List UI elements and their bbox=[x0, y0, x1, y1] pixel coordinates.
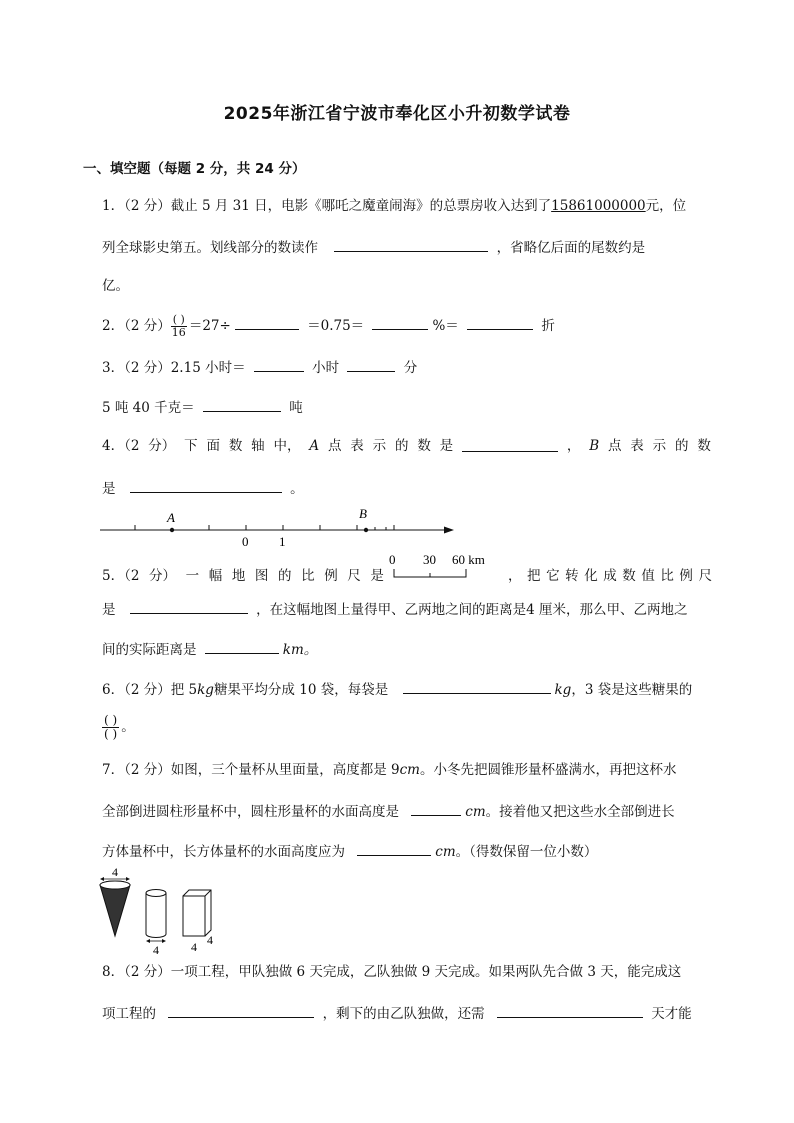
q8-answer-blank-2[interactable] bbox=[497, 1002, 643, 1018]
q7-line3a: 方体量杯中，长方体量杯的水面高度应为 bbox=[102, 844, 345, 860]
page-title: 2025年浙江省宁波市奉化区小升初数学试卷 bbox=[223, 104, 571, 124]
q5-text: 例 bbox=[679, 568, 693, 584]
q4-text: 下 bbox=[184, 438, 198, 454]
section-heading: 一、填空题（每题 2 分，共 24 分） bbox=[83, 161, 306, 177]
q4-text: 表 bbox=[630, 438, 644, 454]
point-a-label: A bbox=[167, 510, 175, 525]
q5-text: 一 bbox=[185, 568, 200, 584]
q2-fraction bbox=[171, 314, 187, 339]
q2-suffix: 折 bbox=[541, 318, 555, 334]
q6-mid: 糖果平均分成 10 袋，每袋是 bbox=[213, 682, 389, 698]
cuboid-cup bbox=[183, 890, 211, 936]
question-6-line-2 bbox=[102, 714, 135, 741]
q1-amount: 15861000000 bbox=[551, 198, 646, 214]
q6-unit-1: kg bbox=[197, 682, 214, 698]
q4-text: 分） bbox=[148, 438, 176, 454]
question-1-line-3: 亿。 bbox=[102, 278, 129, 294]
q4-answer-blank-1[interactable] bbox=[462, 436, 558, 452]
q3-line2b: 吨 bbox=[289, 400, 303, 416]
cone-cup bbox=[100, 877, 130, 936]
q5-text: 例 bbox=[324, 568, 338, 584]
question-8-line-2 bbox=[102, 1002, 692, 1024]
q2-eq3: %＝ bbox=[432, 318, 459, 334]
q6-after: ，3 袋是这些糖果的 bbox=[571, 682, 693, 698]
q3-mid: 小时 bbox=[312, 360, 340, 376]
q4-text: 数 bbox=[228, 438, 243, 454]
q4-text: 示 bbox=[652, 438, 667, 454]
q8-line2b: ，剩下的由乙队独做，还需 bbox=[322, 1006, 485, 1022]
q6-prefix: 6．（2 分）把 5 bbox=[102, 682, 198, 698]
q4-text: 点 bbox=[607, 438, 622, 454]
q5-text: 把 bbox=[527, 568, 541, 584]
q4-line2a: 是 bbox=[102, 481, 116, 497]
q5-line3b: km。 bbox=[282, 642, 318, 658]
q5-line2a: 是 bbox=[102, 602, 116, 618]
q4-point-a: A bbox=[309, 438, 320, 454]
q5-text-right bbox=[508, 566, 712, 586]
q4-text: 4．（2 bbox=[102, 438, 140, 454]
q2-eq2: ＝0.75＝ bbox=[307, 318, 365, 334]
q3-prefix: 3．（2 分）2.15 小时＝ bbox=[102, 360, 246, 376]
question-7-line-2 bbox=[102, 800, 675, 822]
q5-text: 尺 bbox=[347, 568, 361, 584]
question-8-line-1: 8．（2 分）一项工程，甲队独做 6 天完成，乙队独做 9 天完成。如果两队先合做 3 天，能完成这 bbox=[102, 964, 682, 980]
q7-answer-blank-2[interactable] bbox=[357, 840, 431, 856]
q1-prefix: 1．（2 分）截止 5 月 31 日，电影《哪吒之魔童闹海》的总票房收入达到了 bbox=[102, 198, 552, 214]
q6-frac-num[interactable]: ( ) bbox=[104, 713, 118, 727]
question-7-line-1 bbox=[102, 760, 676, 780]
q7-line3c: 。（得数保留一位小数） bbox=[455, 844, 598, 860]
q5-text: 5．（2 bbox=[102, 568, 140, 584]
q2-prefix: 2．（2 分） bbox=[102, 318, 171, 334]
q7-line1c: 。小冬先把圆锥形量杯盛满水，再把这杯水 bbox=[419, 762, 677, 778]
q4-answer-blank-2[interactable] bbox=[130, 477, 282, 493]
question-4-line-2 bbox=[102, 477, 304, 499]
q7-unit-1: cm bbox=[399, 762, 420, 778]
q5-text: 分） bbox=[149, 568, 177, 584]
number-line-figure bbox=[98, 503, 460, 551]
q5-text: 值 bbox=[641, 568, 655, 584]
q4-text: 是 bbox=[439, 438, 454, 454]
q5-text: 图 bbox=[254, 568, 269, 584]
q2-frac-num: ( ) bbox=[172, 313, 185, 326]
q4-text: 数 bbox=[417, 438, 431, 454]
q5-line3a: 间的实际距离是 bbox=[102, 642, 197, 658]
q7-unit-3: cm bbox=[435, 844, 456, 860]
question-2 bbox=[102, 314, 555, 339]
question-5-line-2 bbox=[102, 598, 687, 620]
q5-answer-blank-1[interactable] bbox=[130, 598, 248, 614]
q4-text: 点 bbox=[327, 438, 342, 454]
q4-text: ， bbox=[566, 438, 581, 454]
question-5-line-3 bbox=[102, 638, 317, 660]
q2-frac-den: 16 bbox=[171, 326, 186, 339]
tick-label-0: 0 bbox=[242, 534, 249, 549]
q5-line2b: ，在这幅地图上量得甲、乙两地之间的距离是4 厘米，那么甲、乙两地之 bbox=[256, 602, 688, 618]
measuring-cups-figure bbox=[92, 866, 222, 956]
q2-answer-blank-2[interactable] bbox=[372, 314, 428, 330]
q3-line2a: 5 吨 40 千克＝ bbox=[102, 400, 195, 416]
scale-bar-figure bbox=[385, 552, 495, 588]
question-5-line-1 bbox=[102, 552, 712, 590]
question-1-line-1 bbox=[102, 196, 686, 216]
q5-text: 数 bbox=[622, 568, 636, 584]
q8-line2c: 天才能 bbox=[651, 1006, 692, 1022]
point-b-dot bbox=[364, 528, 368, 532]
q5-text-left bbox=[102, 566, 384, 586]
question-4-line-1 bbox=[102, 436, 711, 456]
q1-line2a: 列全球影史第五。划线部分的数读作 bbox=[102, 240, 318, 256]
cone-diameter-label: 4 bbox=[112, 866, 118, 879]
cylinder-cup bbox=[146, 890, 166, 944]
q1-line2b: ，省略亿后面的尾数约是 bbox=[496, 240, 646, 256]
q5-text: 成 bbox=[603, 568, 617, 584]
q7-line2c: 。接着他又把这些水全部倒进长 bbox=[485, 804, 675, 820]
q7-line2a: 全部倒进圆柱形量杯中，圆柱形量杯的水面高度是 bbox=[102, 804, 399, 820]
q7-answer-blank-1[interactable] bbox=[411, 800, 461, 816]
q4-text: 轴 bbox=[251, 438, 265, 454]
question-1-line-2 bbox=[102, 236, 645, 258]
number-line-arrow bbox=[444, 527, 454, 534]
q6-fraction bbox=[102, 714, 119, 741]
q3-answer-blank-2[interactable] bbox=[347, 356, 395, 372]
q2-answer-blank-1[interactable] bbox=[235, 314, 299, 330]
q6-frac-den[interactable]: ( ) bbox=[104, 727, 118, 741]
q4-text: 数 bbox=[697, 438, 711, 454]
q2-answer-blank-3[interactable] bbox=[467, 314, 533, 330]
cylinder-diameter-label: 4 bbox=[153, 943, 159, 956]
q8-line2a: 项工程的 bbox=[102, 1006, 156, 1022]
q4-text: 中， bbox=[273, 438, 301, 454]
scale-label-60: 60 km bbox=[452, 552, 485, 567]
q4-line2b: 。 bbox=[290, 481, 304, 497]
q4-text: 示 bbox=[372, 438, 387, 454]
point-b-label: B bbox=[359, 506, 367, 521]
q5-text: 地 bbox=[231, 568, 246, 584]
q5-text: 比 bbox=[660, 568, 674, 584]
q3-answer-blank-3[interactable] bbox=[203, 396, 281, 412]
q1-answer-blank-1[interactable] bbox=[334, 236, 488, 252]
q5-text: 转 bbox=[565, 568, 579, 584]
q3-suffix: 分 bbox=[403, 360, 418, 376]
q1-after: 元，位 bbox=[645, 198, 687, 214]
q4-point-b: B bbox=[589, 438, 600, 454]
cuboid-width-label: 4 bbox=[207, 933, 213, 947]
tick-label-1: 1 bbox=[279, 534, 286, 549]
q4-text: 表 bbox=[350, 438, 364, 454]
q7-unit-2: cm bbox=[465, 804, 486, 820]
q5-text: 化 bbox=[584, 568, 598, 584]
q5-text: ， bbox=[508, 568, 522, 584]
q6-end: 。 bbox=[121, 719, 135, 735]
scale-label-0: 0 bbox=[389, 552, 396, 567]
q5-text: 比 bbox=[301, 568, 315, 584]
question-3-line-2 bbox=[102, 396, 303, 418]
q6-unit-2: kg bbox=[554, 682, 572, 698]
point-a-dot bbox=[170, 528, 174, 532]
q3-answer-blank-1[interactable] bbox=[254, 356, 304, 372]
q4-text: 面 bbox=[206, 438, 220, 454]
q4-text: 的 bbox=[394, 438, 409, 454]
question-7-line-3 bbox=[102, 840, 597, 862]
q4-text: 的 bbox=[674, 438, 689, 454]
q5-text: 它 bbox=[546, 568, 560, 584]
scale-label-30: 30 bbox=[423, 552, 436, 567]
q5-text: 尺 bbox=[698, 568, 712, 584]
question-6-line-1 bbox=[102, 678, 692, 700]
q2-eq1: ＝27÷ bbox=[188, 318, 231, 334]
q5-text: 的 bbox=[278, 568, 292, 584]
question-3-line-1 bbox=[102, 356, 417, 378]
q5-text: 是 bbox=[370, 568, 384, 584]
q7-line1a: 7．（2 分）如图，三个量杯从里面量，高度都是 9 bbox=[102, 762, 400, 778]
cuboid-length-label: 4 bbox=[191, 940, 197, 954]
q6-answer-blank-1[interactable] bbox=[403, 678, 551, 694]
q5-text: 幅 bbox=[208, 568, 223, 584]
q8-answer-blank-1[interactable] bbox=[168, 1002, 314, 1018]
q5-answer-blank-2[interactable] bbox=[205, 638, 279, 654]
